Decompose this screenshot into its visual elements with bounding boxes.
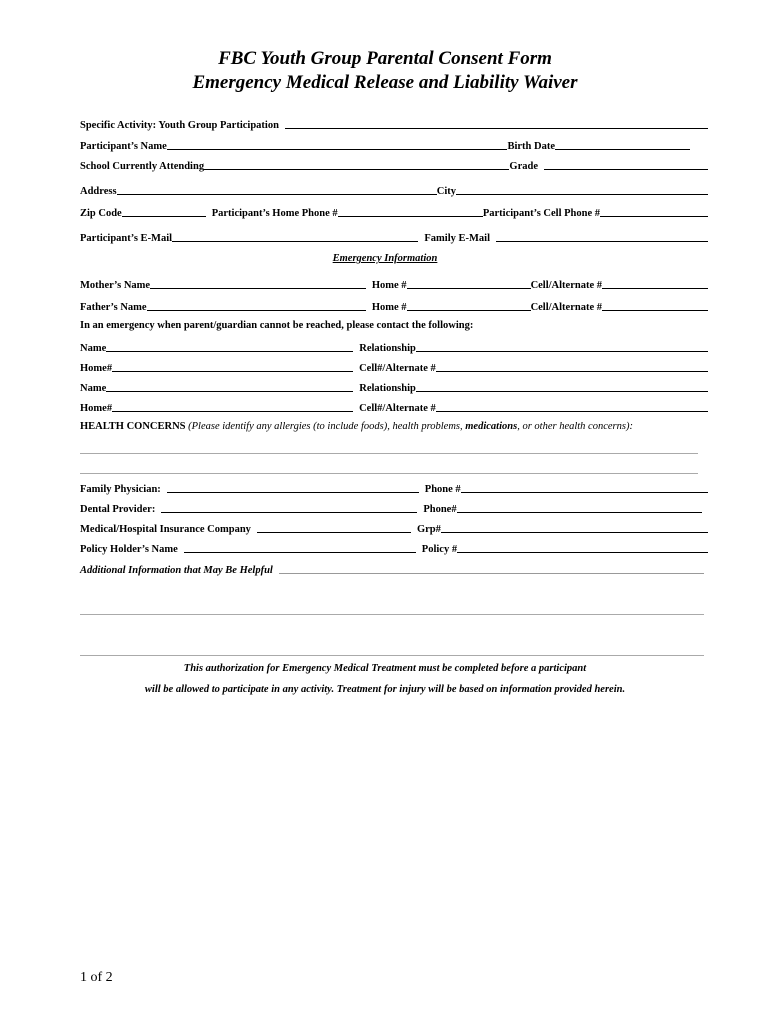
mother-row	[80, 277, 708, 291]
contact-note: In an emergency when parent/guardian cannot be reached, please contact the following:	[80, 320, 474, 331]
policy-holder-field[interactable]	[184, 552, 416, 553]
additional-row	[80, 562, 708, 576]
physician-phone-label: Phone #	[424, 484, 461, 495]
activity-field[interactable]	[285, 128, 708, 129]
health-note-post: , or other health concerns):	[517, 421, 633, 432]
additional-line-2[interactable]	[80, 614, 704, 615]
city-label: City	[436, 186, 456, 197]
additional-label: Additional Information that May Be Helpful	[80, 565, 273, 576]
policy-field[interactable]	[457, 552, 708, 553]
physician-row	[80, 481, 708, 495]
form-title: FBC Youth Group Parental Consent Form	[218, 48, 552, 69]
family-email-label: Family E-Mail	[424, 233, 490, 244]
participant-name-field[interactable]	[167, 149, 508, 150]
health-line-1[interactable]	[80, 453, 698, 454]
father-row	[80, 299, 708, 313]
contact2-name-row	[80, 380, 708, 394]
mother-home-field[interactable]	[407, 288, 531, 289]
email-row	[80, 230, 708, 244]
birth-date-label: Birth Date	[507, 141, 555, 152]
health-note-pre: (Please identify any allergies (to include foods), health problems,	[188, 421, 466, 432]
contact1-name-field[interactable]	[106, 351, 353, 352]
school-label: School Currently Attending	[80, 161, 205, 172]
participant-row	[80, 138, 708, 152]
mother-field[interactable]	[150, 288, 366, 289]
dental-phone-label: Phone#	[423, 504, 457, 515]
contact1-home-field[interactable]	[112, 371, 353, 372]
grp-label: Grp#	[416, 524, 441, 535]
health-concerns	[80, 421, 633, 432]
contact1-cell-label: Cell#/Alternate #	[359, 363, 436, 374]
contact2-name-label: Name	[80, 383, 107, 394]
birth-date-field[interactable]	[555, 149, 690, 150]
father-field[interactable]	[147, 310, 366, 311]
dental-label: Dental Provider:	[80, 504, 156, 515]
contact1-name-label: Name	[80, 343, 107, 354]
zip-label: Zip Code	[80, 208, 122, 219]
physician-label: Family Physician:	[80, 484, 161, 495]
contact2-relationship-field[interactable]	[416, 391, 708, 392]
father-cell-field[interactable]	[602, 310, 708, 311]
address-row	[80, 183, 708, 197]
authorization-line-2: will be allowed to participate in any activity. Treatment for injury will be based on information provided herein.	[144, 684, 626, 695]
dental-field[interactable]	[161, 512, 417, 513]
contact2-phone-row	[80, 400, 708, 414]
email-field[interactable]	[172, 241, 418, 242]
home-phone-field[interactable]	[338, 216, 483, 217]
school-row	[80, 158, 708, 172]
dental-phone-field[interactable]	[457, 512, 702, 513]
home-phone-label: Participant’s Home Phone #	[211, 208, 338, 219]
contact2-home-field[interactable]	[112, 411, 353, 412]
school-field[interactable]	[204, 169, 509, 170]
participant-name-label: Participant’s Name	[80, 141, 167, 152]
contact2-relationship-label: Relationship	[359, 383, 416, 394]
emergency-heading: Emergency Information	[332, 253, 438, 264]
cell-phone-label: Participant’s Cell Phone #	[482, 208, 600, 219]
contact1-home-label: Home#	[80, 363, 113, 374]
family-email-field[interactable]	[496, 241, 708, 242]
activity-label: Specific Activity: Youth Group Participation	[80, 120, 279, 131]
additional-field[interactable]	[279, 573, 704, 574]
physician-phone-field[interactable]	[461, 492, 708, 493]
contact2-cell-field[interactable]	[436, 411, 708, 412]
zip-field[interactable]	[122, 216, 206, 217]
mother-home-label: Home #	[371, 280, 407, 291]
contact2-name-field[interactable]	[106, 391, 353, 392]
email-label: Participant’s E-Mail	[80, 233, 173, 244]
contact1-phone-row	[80, 360, 708, 374]
city-field[interactable]	[456, 194, 708, 195]
dental-row	[80, 501, 708, 515]
policy-label: Policy #	[421, 544, 458, 555]
policy-row	[80, 541, 708, 555]
mother-cell-field[interactable]	[602, 288, 708, 289]
mother-cell-label: Cell/Alternate #	[530, 280, 602, 291]
health-note-bold: medications	[465, 421, 518, 432]
page-number: 1 of 2	[80, 970, 113, 985]
activity-row	[80, 117, 708, 131]
contact2-home-label: Home#	[80, 403, 113, 414]
health-line-2[interactable]	[80, 473, 698, 474]
mother-label: Mother’s Name	[80, 280, 151, 291]
father-cell-label: Cell/Alternate #	[530, 302, 602, 313]
grp-field[interactable]	[441, 532, 708, 533]
authorization-line-1: This authorization for Emergency Medical Treatment must be completed before a participant	[183, 663, 587, 674]
grade-field[interactable]	[544, 169, 708, 170]
zip-phone-row	[80, 205, 708, 219]
contact1-relationship-field[interactable]	[416, 351, 708, 352]
father-home-field[interactable]	[407, 310, 531, 311]
address-label: Address	[80, 186, 117, 197]
physician-field[interactable]	[167, 492, 419, 493]
insurance-field[interactable]	[257, 532, 411, 533]
address-field[interactable]	[117, 194, 437, 195]
insurance-label: Medical/Hospital Insurance Company	[80, 524, 251, 535]
insurance-row	[80, 521, 708, 535]
father-label: Father’s Name	[80, 302, 147, 313]
cell-phone-field[interactable]	[600, 216, 708, 217]
contact1-name-row	[80, 340, 708, 354]
father-home-label: Home #	[371, 302, 407, 313]
contact1-cell-field[interactable]	[436, 371, 708, 372]
contact1-relationship-label: Relationship	[359, 343, 416, 354]
form-subtitle: Emergency Medical Release and Liability Waiver	[192, 72, 578, 93]
grade-label: Grade	[509, 161, 538, 172]
contact2-cell-label: Cell#/Alternate #	[359, 403, 436, 414]
health-label: HEALTH CONCERNS	[80, 421, 186, 432]
divider	[80, 655, 704, 656]
policy-holder-label: Policy Holder’s Name	[80, 544, 178, 555]
